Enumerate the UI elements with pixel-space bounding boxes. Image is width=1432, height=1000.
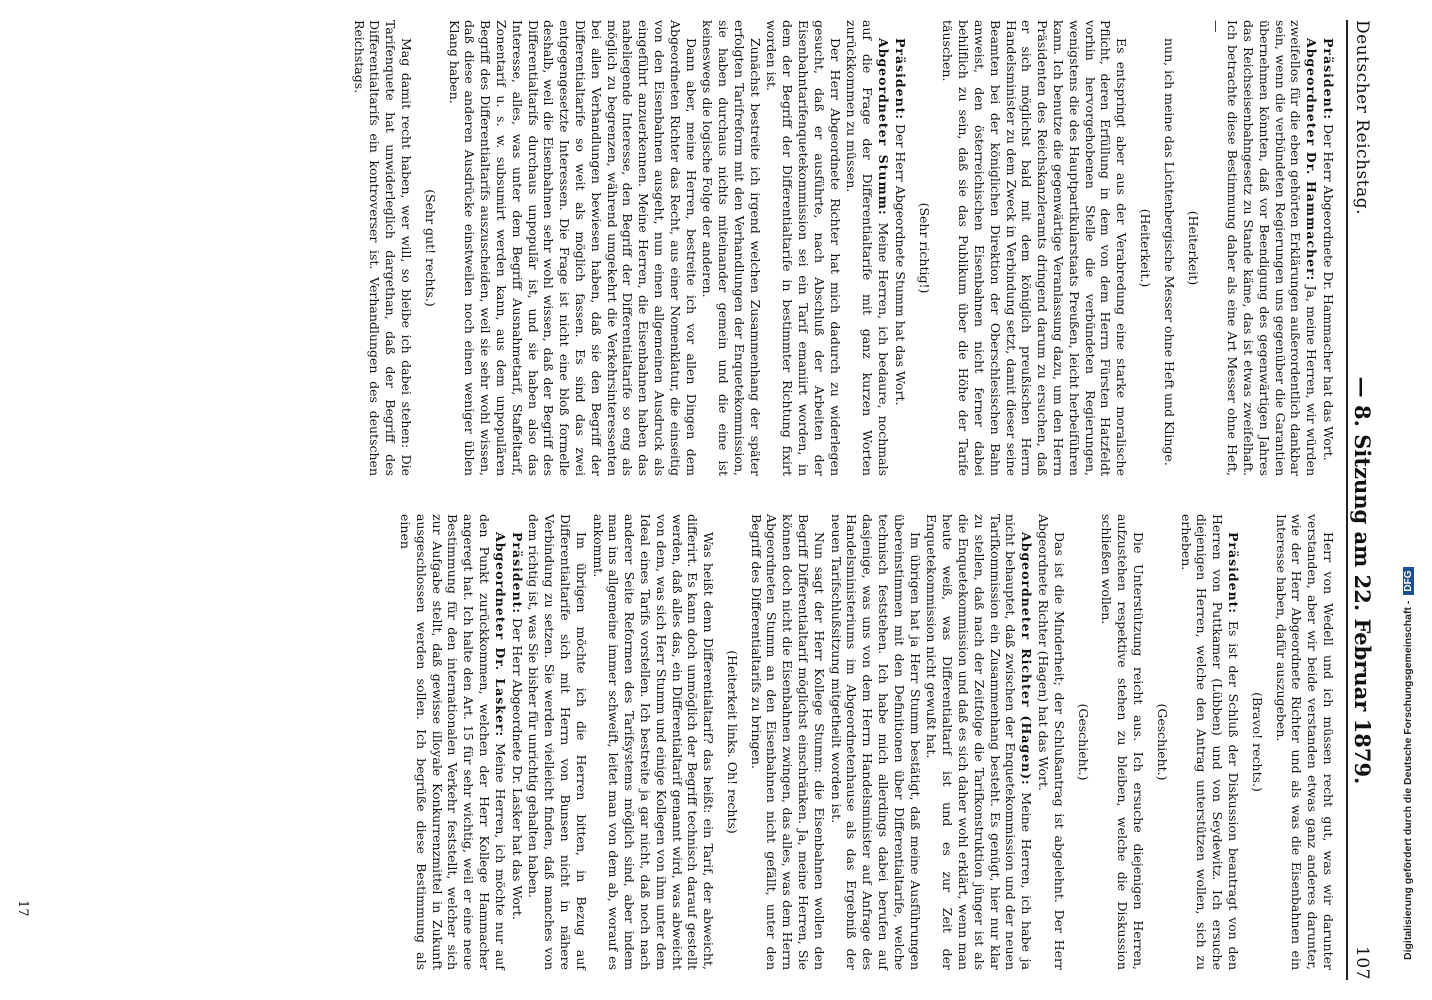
paragraph-text: Mag damit recht haben, wer will, so bleibe ich dabei stehen: Die Tarifenquete hat unwiderleglich dargethan, daß der Begriff des Differentialtarifs ein kontroverser ist. Verhandlungen des deutschen Reichstags. (351, 20, 414, 476)
paragraph (351, 20, 414, 476)
paragraph-text: Der Herr Abgeordnete Richter hat mich dadurch zu widerlegen gesucht, daß er ausführte, nach Abschluß der Arbeiten der Eisenbahntarifenquetekommission sei ein Tarif emaniirt worden, in dem der Begriff der Differentialtarife in bestimmter Richtung fixirt worden ist. (764, 20, 843, 476)
paragraph-text: Meine Herren, ich habe ja nicht behauptet, daß zwischen der Enquetekommission und der neuen Tarifkommission ein Zusammenhang besteht. Es genügt, hier nur klar zu stellen, daß nach der Zeitfolge die Tarifkonstruktion jünger ist als die Enquetekommission und daß es sich daher wohl erklärt, wenn man heute weiß, was Differentialtarif ist und es zur Zeit der Enquetekommission nicht gewußt hat. (924, 514, 1035, 970)
paragraph (828, 514, 923, 970)
paragraph (1178, 514, 1241, 970)
header-session: — 8. Sitzung am 22. Februar 1879. (1350, 376, 1375, 785)
paragraph-text: Ja, meine Herren, wir würden zweifellos für die eben gehörten Erklärungen außerordentlich dankbar sein, wenn die verbündeten Regierungen uns gegenüber die Garantien übernehmen könnten, daß vor Beendigung des gegenwärtigen Jahres das Reichseisenbahngesetz zu Stande käme, das ist etwas zweifelhaft. Ich betrachte diese Bestimmung daher als eine Art Messer ohne Heft, — (1209, 20, 1320, 477)
paragraph (509, 514, 525, 970)
speaker-name: Abgeordneter Stumm: (876, 38, 892, 216)
interjection: (Heiterkeit) (1185, 210, 1201, 286)
paragraph (397, 514, 508, 970)
interjection: (Heiterkeit.) (1138, 208, 1154, 288)
paragraph-text: nun, ich meine das Lichtenbergische Messer ohne Heft und Klinge. (1161, 38, 1177, 466)
paragraph-text: Im übrigen hat ja Herr Stumm bestätigt, daß meine Ausführungen übereinstimmen mit den Definitionen über Differentialtarife, welche technisch feststehen. Ich habe mich allerdings dabei berufen auf dasjenige, was uns von dem Herrn Handelsminister auf Anfrage des Handelsministeriums im Abgeordnetenhause als das Ergebniß der neuen Tarifschlußsitzung mitgetheilt worden ist. (828, 514, 923, 970)
page-number: 107 (1352, 946, 1372, 980)
paragraph-text: Herr von Wedell und ich müssen recht gut, was wir darunter verstanden, aber wir beide verstanden etwas ganz anderes darunter, wie der Herr Abgeordnete Richter und als was die Eisenbahnen ein Interesse haben, dafür auszugeben. (1273, 514, 1336, 970)
interjection: (Sehr gut! rechts.) (422, 189, 438, 307)
paragraph (940, 20, 1130, 476)
paragraph (1099, 514, 1146, 970)
paragraph-text: Was heißt denn Differentialtarif? das heißt: ein Tarif, der abweicht, differirt. Es kann doch unmöglich der Begriff technisch darauf gestellt werden, daß alles das, ein Differentialtarif genannt wird, was abweicht von dem, was sich Herr Stumm und einige Kollegen von ihm unter dem Ideal eines Tarifs vorstellen. Ich bestreite ja gar nicht, daß noch nach anderer Seite Reformen des Tarifsystems möglich sind, aber indem man ins allgemeine immer schweift, leitet man von dem ab, worauf es ankommt. (590, 514, 717, 970)
paragraph-text: Nun sagt der Herr Kollege Stumm: die Eisenbahnen wollen den Begriff Differentialtarif möglichst einschränken. Ja, meine Herren, Sie können doch nicht die Eisenbahnen zwingen, das alles, was dem Herrn Abgeordneten Stumm an den Eisenbahnen nicht gefällt, unter den Begriff des Differentialtarifs zu bringen. (748, 514, 827, 970)
paragraph (1161, 20, 1177, 476)
paragraph-text: Es entspringt aber aus der Verabredung eine starke moralische Pflicht, deren Erfüllung in dem von dem Herrn Fürsten Hatzfeldt vorhin hervorgehobenen Stelle die verbündeten Regierungen, wenigstens die des Hauptpartikularstaats Preußen, leicht herbeiführen kann. Ich benutze die gegenwärtige Veranlassung dazu, um den Herrn Präsidenten des Reichskanzleramts dringend darum zu ersuchen, daß er sich möglichst bald mit dem königlich preußischen Herrn Handelsminister zu dem Zweck in Verbindung setzt, damit dieser seine Beamten bei der königlichen Direktion der Oberschlesischen Bahn anweist, den österreichischen Eisenbahnen nicht ferner dabei behilflich zu sein, daß sie das Publikum über die Höhe der Tarife täuschen. (940, 20, 1130, 476)
paragraph (446, 20, 699, 476)
paragraph-text: Der Herr Abgeordnete Dr. Lasker hat das Wort. (509, 618, 525, 920)
paragraph (1273, 514, 1336, 970)
paragraph (892, 20, 908, 476)
speaker-name: Präsident: (892, 38, 908, 121)
paragraph (924, 514, 1035, 970)
left-column (350, 20, 1336, 476)
paragraph (700, 20, 763, 476)
speaker-name: Präsident: (1321, 38, 1336, 121)
speaker-name: Abgeordneter Richter (Hagen): (1019, 532, 1035, 786)
rotated-page-content (0, 20, 1390, 980)
paragraph-text: Zunächst bestreite ich irgend welchen Zusammenhang der später erfolgten Tarifreform mit den Verhandlungen der Enquetekommission, sie haben durchaus nichts miteinander gemein und die eine ist keineswegs die logische Folge der anderen. (700, 20, 763, 476)
speaker-name: Präsident: (1226, 532, 1242, 615)
dfg-funding-note (1402, 568, 1414, 961)
paragraph (590, 514, 716, 970)
speaker-name: Abgeordneter Dr. Lasker: (492, 532, 508, 738)
speaker-name: Abgeordneter Dr. Hammacher: (1304, 38, 1320, 282)
paragraph-text: Der Herr Abgeordnete Dr. Hammacher hat das Wort. (1321, 124, 1336, 461)
paragraph (1035, 514, 1067, 970)
signature-mark: 17 (15, 900, 30, 917)
paragraph (844, 20, 891, 476)
speaker-name: Präsident: (509, 532, 525, 615)
paragraph-text: Die Unterstützung reicht aus. Ich ersuche diejenigen Herren, aufzustehen respektive stehen zu bleiben, welche die Diskussion schließen wollen. (1099, 514, 1147, 970)
interjection: (Geschieht.) (1154, 703, 1170, 781)
paragraph-text: Meine Herren, ich bedaure, nochmals auf die Frage der Differentialtarife mit ganz kurzen Worten zurückkommen zu müssen. (844, 20, 892, 476)
paragraph-text: Es ist der Schluß der Diskussion beantragt von den Herren von Puttkamer (Lübben) und von Seydewitz. Ich ersuche diejenigen Herren, welche den Antrag unterstützen wollen, sich zu erheben. (1178, 514, 1242, 970)
interjection: (Bravo! rechts.) (1249, 692, 1265, 792)
interjection: (Sehr richtig!) (916, 202, 932, 294)
paragraph-text: Der Herr Abgeordnete Stumm hat das Wort. (892, 124, 908, 406)
paragraph-text: Das ist die Minderheit; der Schlußantrag ist abgelehnt. Der Herr Abgeordnete Richter (Hagen) hat das Wort. (1036, 514, 1067, 970)
right-column (396, 514, 1336, 970)
dfg-logo: DFG (1403, 568, 1414, 595)
paragraph-text: Dann aber, meine Herren, bestreite ich vor allen Dingen dem Abgeordneten Richter das Recht, aus einer Nomenklatur, die einseitig von den Eisenbahnen ausgeht, nun einen allgemeinen Ausdruck als eingeführt anzuerkennen. Meine Herren, die Eisenbahnen haben das naheliegende Interesse, den Begriff der Differentialtarife so eng als möglich zu begrenzen, während umgekehrt die Verkehrsinteressenten bei allen Verhandlungen bewiesen haben, daß sie den Begriff der Differentialtarife so weit als möglich fassen. Es sind das zwei entgegengesetzte Interessen. Die Frage ist nicht eine bloß formelle deshalb, weil die Eisenbahnen sehr wohl wissen, daß der Begriff des Differentialtarifs durchaus unpopulär ist, und sie haben also das Interesse, alles, was unter dem Begriff Ausnahmetarif, Staffeltarif, Zonentarif u. s. w. subsumirt werden kann, aus dem unpopulären Begriff des Differentialtarifs auszuscheiden, weil sie sehr wohl wissen, daß diese anderen Ausdrücke einstweilen noch einen weniger üblen Klang haben. (446, 20, 699, 476)
interjection: (Geschieht.) (1075, 703, 1091, 781)
paragraph (764, 20, 843, 476)
dfg-note-text: Digitalisierung gefördert durch die Deutsche Forschungsgemeinschaft - (1402, 600, 1414, 960)
paragraph-text: Meine Herren, ich möchte nur auf den Punkt zurückkommen, welchen der Herr Kollege Hammacher angeregt hat. Ich halte den Art. 15 für sehr wichtig, weil er eine neue Bestimmung für den internationalen Verkehr feststellt, welcher sich zur Aufgabe stellt, daß gewisse illoyale Konkurrenzmittel in Zukunft ausgeschlossen werden sollen. Ich begrüße diese Bestimmung als einen (397, 514, 508, 970)
page-header (1346, 20, 1390, 980)
header-left: Deutscher Reichstag. (1352, 20, 1372, 215)
paragraph (1209, 20, 1320, 476)
paragraph (1320, 20, 1336, 476)
interjection: (Heiterkeit links. Oh! rechts) (724, 650, 740, 834)
paragraph (748, 514, 827, 970)
paragraph-text: Im übrigen möchte ich die Herren bitten, in Bezug auf Differentialtarife sich mit Herrn von Bunsen nicht in nähere Verbindung zu setzen. Sie werden vielleicht finden, daß manches von dem richtig ist, was Sie bisher für unrichtig gehalten haben. (526, 514, 589, 970)
paragraph (526, 514, 589, 970)
